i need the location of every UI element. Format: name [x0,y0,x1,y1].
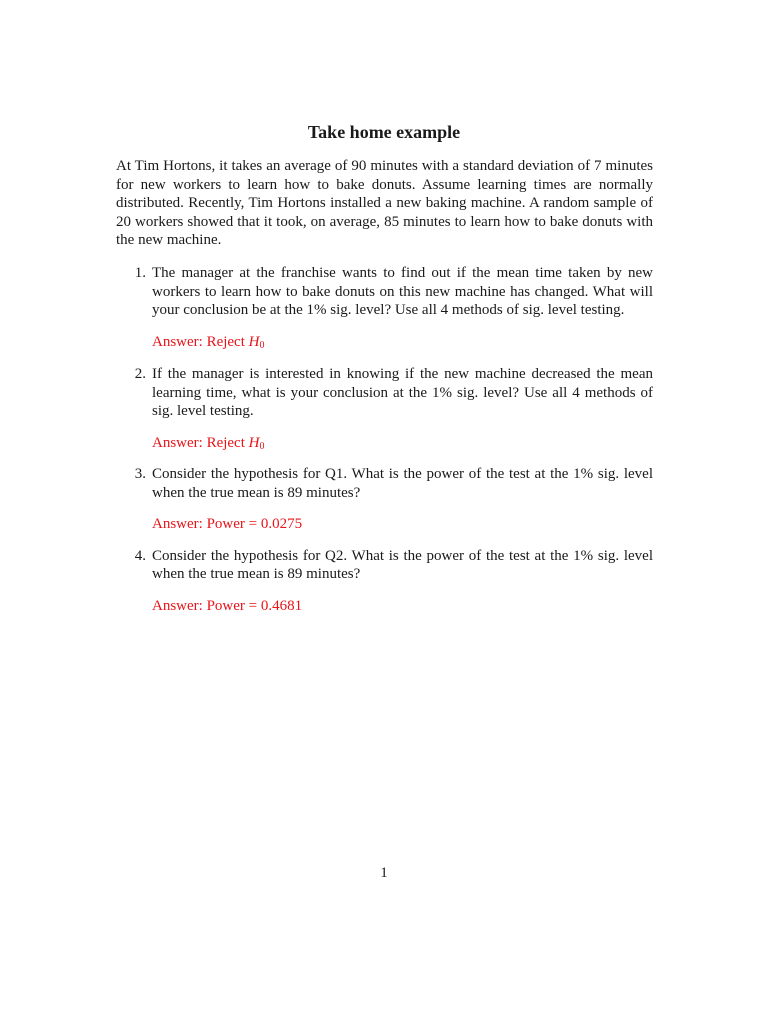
question-number: 1. [134,265,146,281]
answer-text [152,434,653,453]
answer-text: Answer: Power = 0.4681 [152,597,303,614]
question-item-3 [116,465,653,534]
question-number: 2. [134,366,146,382]
answer-text [152,333,653,352]
question-text: Consider the hypothesis for Q1. What is the power of the test at the 1% sig. level when the true mean is 89 minutes? [152,466,653,501]
intro-paragraph: At Tim Hortons, it takes an average of 90 minutes with a standard deviation of 7 minutes for new workers to learn how to bake donuts. Assume learning times are normally distributed. Recently, Tim Hortons installed a new baking machine. A random sample of 20 workers showed that it took, on average, 85 minutes to learn how to bake donuts with the new machine. [116,158,653,248]
question-item-4 [116,547,653,616]
question-text: Consider the hypothesis for Q2. What is the power of the test at the 1% sig. level when the true mean is 89 minutes? [152,547,653,582]
question-number: 3. [134,466,146,482]
question-text: If the manager is interested in knowing if the new machine decreased the mean learning time, what is your conclusion at the 1% sig. level? Use all 4 methods of sig. level testing. [152,366,653,419]
hypothesis-symbol: H [248,333,260,350]
question-text: The manager at the franchise wants to find out if the mean time taken by new workers to learn how to bake donuts on this new machine has changed. What will your conclusion be at the 1% sig. level? Use all 4 methods of sig. level testing. [152,265,653,318]
answer-text: Answer: Power = 0.0275 [152,516,303,532]
hypothesis-subscript: 0 [259,339,265,351]
question-list [116,264,653,615]
question-number: 4. [134,547,146,564]
question-item-2 [116,365,653,452]
answer-label: Answer: Reject [152,434,249,451]
document-title: Take home example [307,122,461,142]
page-number: 1 [380,865,388,881]
answer-label: Answer: Reject [152,333,249,350]
hypothesis-subscript: 0 [259,440,265,452]
hypothesis-symbol: H [248,434,260,451]
question-item-1 [116,264,653,351]
